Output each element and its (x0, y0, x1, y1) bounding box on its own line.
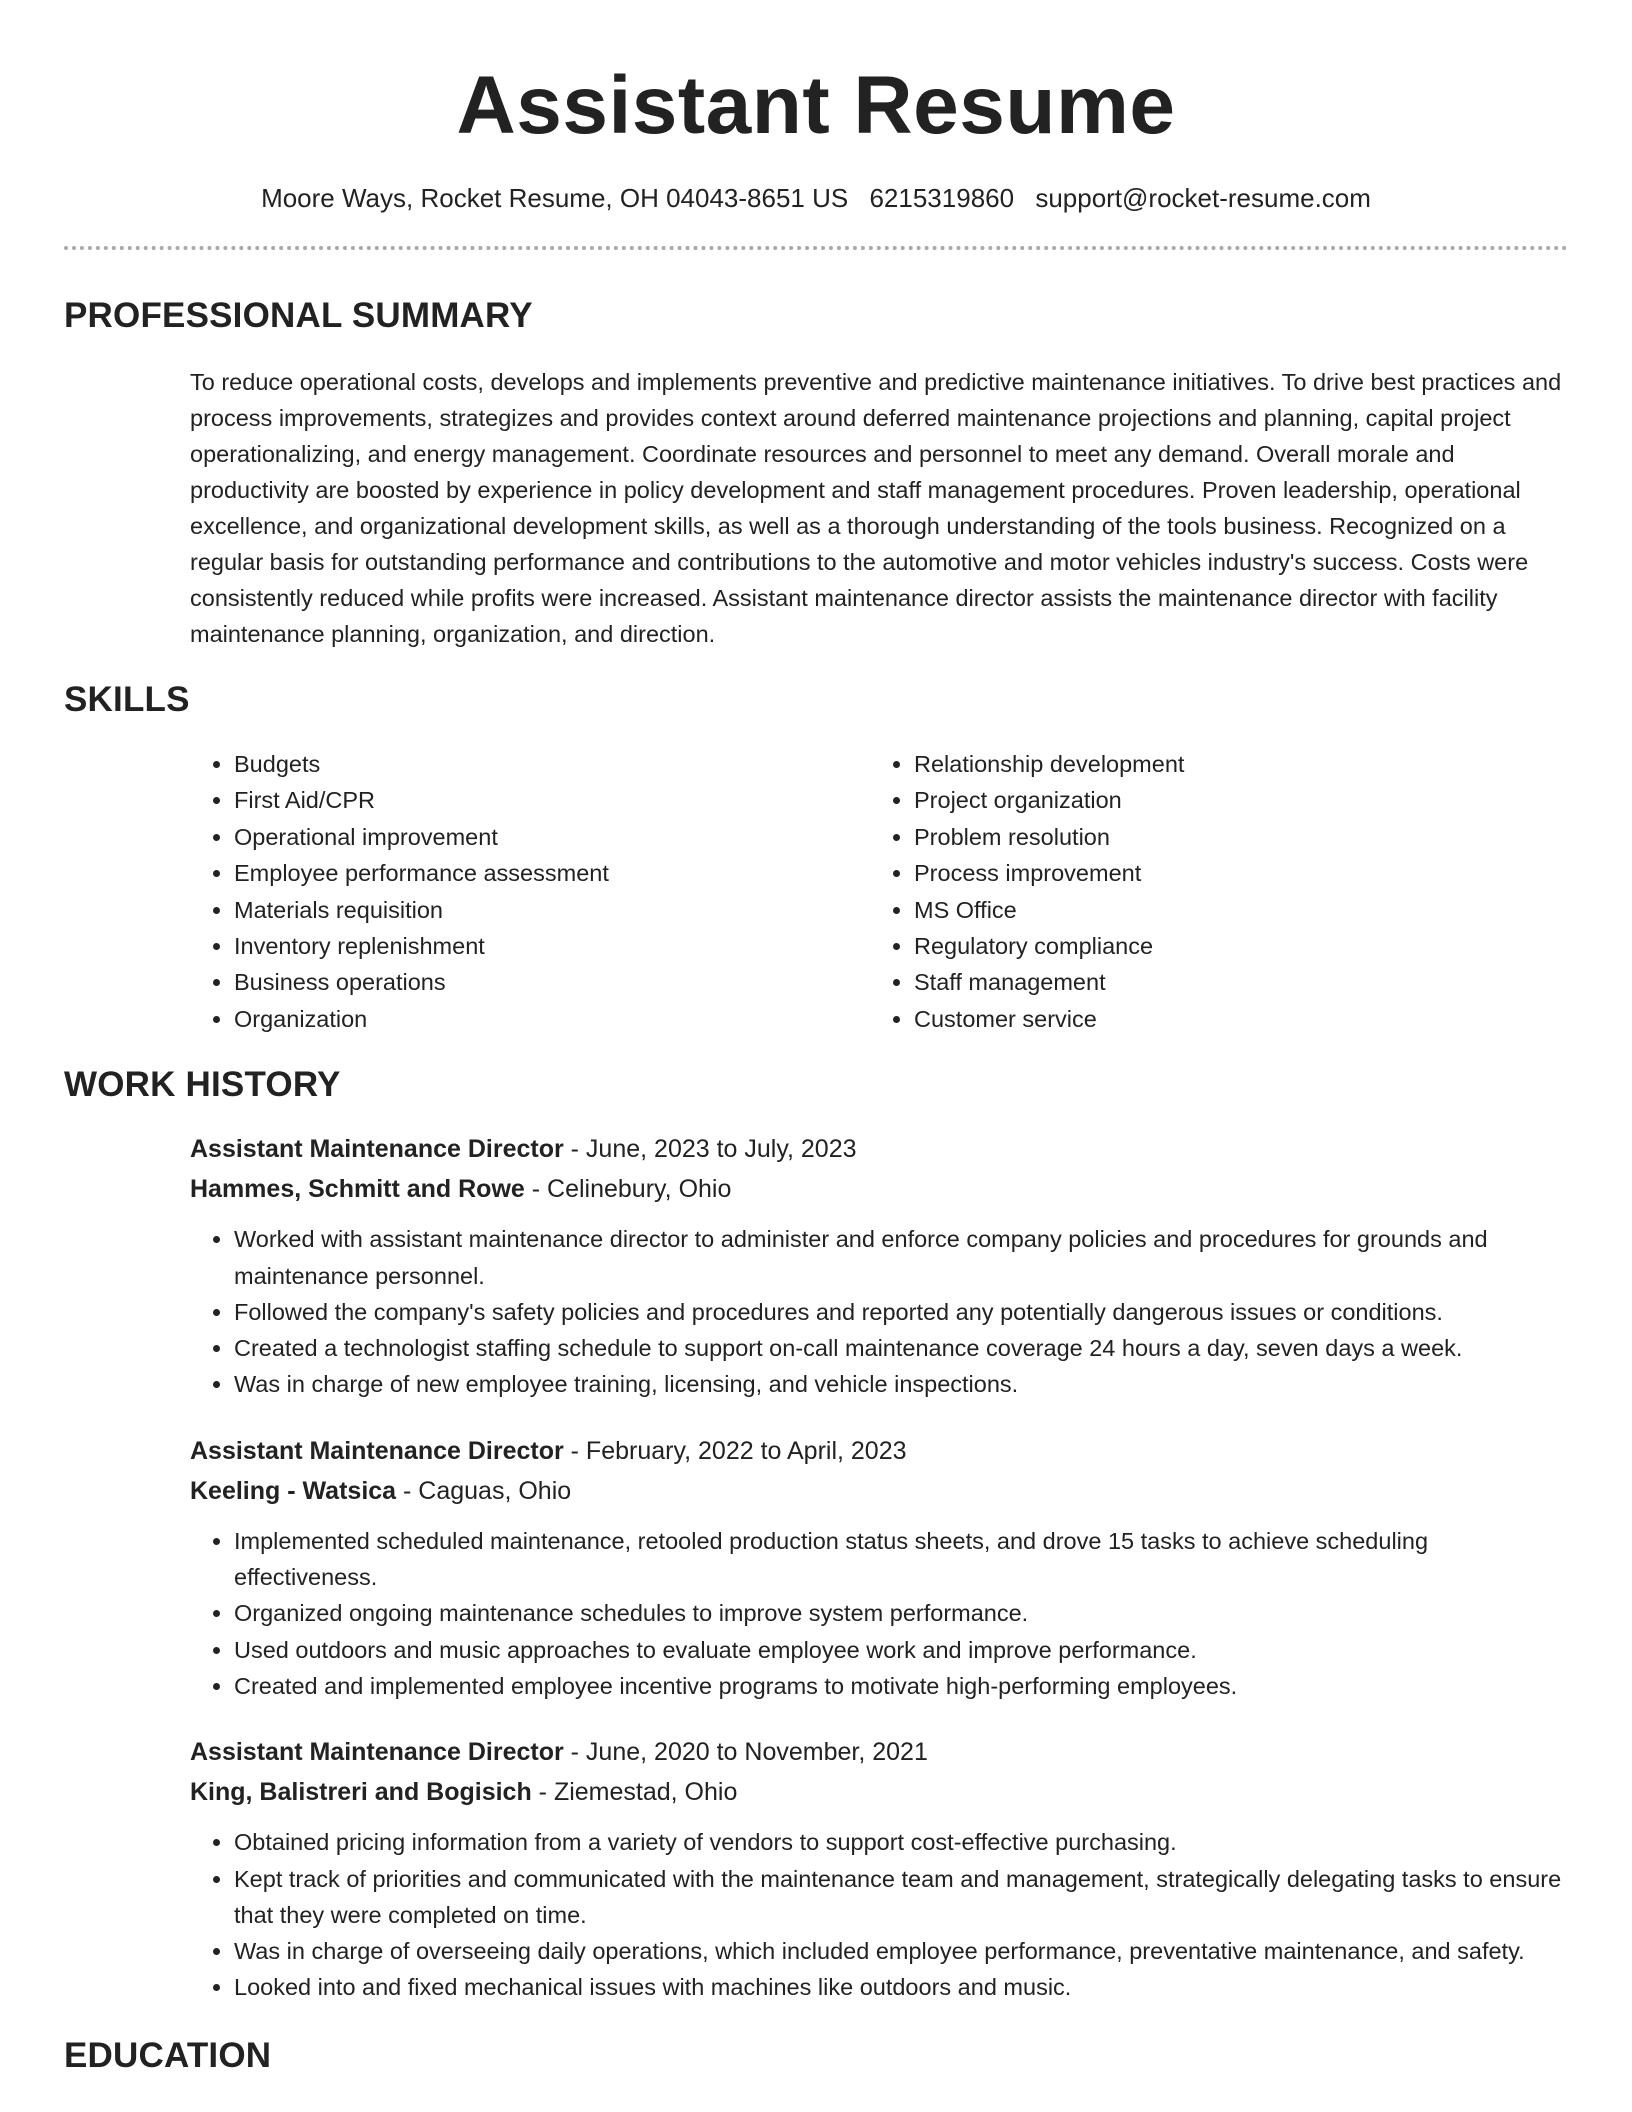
job-bullet: • Was in charge of overseeing daily operations, which included employee performance, preventative maintenance, and safety. (234, 1933, 1568, 1969)
skill-item: • Inventory replenishment (234, 928, 870, 964)
skills-column-right (870, 746, 1534, 1037)
skill-item: • Organization (234, 1001, 870, 1037)
job-company-line (190, 1772, 1568, 1812)
job-title-line (190, 1732, 1568, 1772)
job-entry (64, 1732, 1568, 2005)
job-role: Assistant Maintenance Director (190, 1436, 564, 1465)
job-dates: - February, 2022 to April, 2023 (563, 1436, 907, 1465)
skill-item: • Regulatory compliance (914, 928, 1534, 964)
job-bullet: • Organized ongoing maintenance schedules to improve system performance. (234, 1595, 1568, 1631)
job-bullet: • Implemented scheduled maintenance, retooled production status sheets, and drove 15 tasks to achieve scheduling effectiveness. (234, 1523, 1568, 1596)
contact-email: support@rocket-resume.com (1035, 183, 1371, 213)
skill-item: • Staff management (914, 964, 1534, 1000)
job-bullet: • Used outdoors and music approaches to evaluate employee work and improve performance. (234, 1632, 1568, 1668)
skill-item: • Process improvement (914, 855, 1534, 891)
skill-item: • Business operations (234, 964, 870, 1000)
job-entry (64, 1431, 1568, 1704)
skill-item: • First Aid/CPR (234, 782, 870, 818)
skill-item: • Employee performance assessment (234, 855, 870, 891)
header-divider (64, 246, 1568, 250)
job-bullet: • Followed the company's safety policies and procedures and reported any potentially dangerous issues or conditions. (234, 1294, 1568, 1330)
job-bullet: • Created and implemented employee incentive programs to motivate high-performing employees. (234, 1668, 1568, 1704)
job-bullets (190, 1221, 1568, 1402)
skills-column-left (190, 746, 870, 1037)
skill-item: • Materials requisition (234, 892, 870, 928)
job-bullet: • Created a technologist staffing schedule to support on-call maintenance coverage 24 hours a day, seven days a week. (234, 1330, 1568, 1366)
contact-address: Moore Ways, Rocket Resume, OH 04043-8651 US (261, 183, 849, 213)
job-role: Assistant Maintenance Director (190, 1738, 564, 1767)
skill-item: • Relationship development (914, 746, 1534, 782)
job-bullet: • Kept track of priorities and communicated with the maintenance team and management, strategically delegating tasks to ensure that they were completed on time. (234, 1861, 1568, 1934)
job-dates: - June, 2023 to July, 2023 (563, 1135, 857, 1164)
job-role: Assistant Maintenance Director (190, 1135, 564, 1164)
job-company-line (190, 1169, 1568, 1209)
job-company: Hammes, Schmitt and Rowe (190, 1175, 525, 1204)
job-bullet: • Worked with assistant maintenance director to administer and enforce company policies and procedures for grounds and maintenance personnel. (234, 1221, 1568, 1294)
job-bullet: • Looked into and fixed mechanical issues with machines like outdoors and music. (234, 1969, 1568, 2005)
job-bullets (190, 1523, 1568, 1704)
education-section-title: EDUCATION (64, 2035, 272, 2075)
skill-item: • Operational improvement (234, 819, 870, 855)
job-entry (64, 1129, 1568, 1402)
job-bullet: • Obtained pricing information from a variety of vendors to support cost-effective purchasing. (234, 1824, 1568, 1860)
skills-grid (64, 746, 1568, 1037)
job-location: - Ziemestad, Ohio (531, 1778, 738, 1807)
job-company-line (190, 1471, 1568, 1511)
contact-phone: 6215319860 (869, 183, 1015, 213)
skills-section-title: SKILLS (64, 680, 190, 719)
job-bullet: • Was in charge of new employee training, licensing, and vehicle inspections. (234, 1366, 1568, 1402)
job-title-line (190, 1431, 1568, 1471)
resume-page (64, 0, 1568, 2078)
job-dates: - June, 2020 to November, 2021 (563, 1738, 928, 1767)
skill-item: • Project organization (914, 782, 1534, 818)
job-company: King, Balistreri and Bogisich (190, 1778, 532, 1807)
job-location: - Caguas, Ohio (396, 1476, 572, 1505)
job-bullets (190, 1824, 1568, 2005)
skill-item: • Customer service (914, 1001, 1534, 1037)
summary-text: To reduce operational costs, develops and implements preventive and predictive maintenance initiatives. To drive best practices and process improvements, strategizes and provides context around deferred maintenance projections and planning, capital project operationalizing, and energy management. Coordinate resources and personnel to meet any demand. Overall morale and productivity are boosted by experience in policy development and staff management procedures. Proven leadership, operational excellence, and organizational development skills, as well as a thorough understanding of the tools business. Recognized on a regular basis for outstanding performance and contributions to the automotive and motor vehicles industry's success. Costs were consistently reduced while profits were increased. Assistant maintenance director assists the maintenance director with facility maintenance planning, organization, and direction. (190, 369, 1562, 647)
work-section-title: WORK HISTORY (64, 1065, 341, 1105)
resume-name: Assistant Resume (456, 60, 1176, 151)
contact-line (64, 182, 1568, 214)
summary-section-title: PROFESSIONAL SUMMARY (64, 296, 533, 335)
skill-item: • Budgets (234, 746, 870, 782)
job-title-line (190, 1129, 1568, 1169)
job-company: Keeling - Watsica (190, 1476, 397, 1505)
skill-item: • MS Office (914, 892, 1534, 928)
skill-item: • Problem resolution (914, 819, 1534, 855)
job-location: - Celinebury, Ohio (524, 1175, 732, 1204)
